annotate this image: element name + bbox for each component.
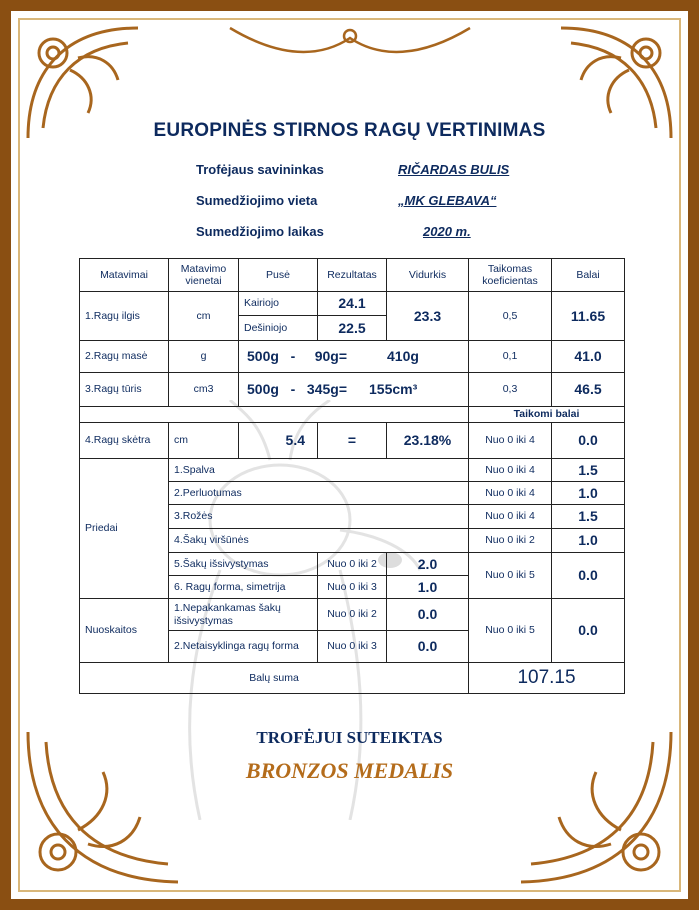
additions-sub-development-score: 2.0 xyxy=(386,552,469,576)
row-mass-calc: 500g - 90g= xyxy=(247,348,347,365)
row-spread-unit: cm xyxy=(168,422,239,459)
header-units: Matavimo vienetai xyxy=(168,258,239,292)
additions-sub-score: 0.0 xyxy=(551,552,625,599)
applied-spacer xyxy=(79,406,469,423)
header-points: Balai xyxy=(551,258,625,292)
additions-sub-development: 5.Šakų išsivystymas xyxy=(168,552,318,576)
additions-label: Priedai xyxy=(79,458,169,599)
header-result: Rezultatas xyxy=(317,258,387,292)
evaluation-table xyxy=(79,258,625,694)
additions-item-pearling-score: 1.0 xyxy=(551,481,625,505)
additions-item-color-score: 1.5 xyxy=(551,458,625,482)
row-mass-result: 410g xyxy=(387,348,419,365)
deductions-item-development-score: 0.0 xyxy=(386,598,469,631)
additions-item-coronets-score: 1.5 xyxy=(551,504,625,529)
row-length-side-left: Kairiojo xyxy=(238,291,318,316)
row-length-result-right: 22.5 xyxy=(317,315,387,341)
additions-item-tips-range: Nuo 0 iki 2 xyxy=(468,528,552,553)
row-length-average: 23.3 xyxy=(386,291,469,341)
sum-value: 107.15 xyxy=(468,662,625,694)
additions-item-tips-score: 1.0 xyxy=(551,528,625,553)
award-title: TROFĖJUI SUTEIKTAS xyxy=(256,728,443,747)
additions-item-tips: 4.Šakų viršūnės xyxy=(168,528,469,553)
row-volume-calc-cell xyxy=(238,372,469,407)
row-volume-result: 155cm³ xyxy=(369,381,418,398)
row-length-result-left: 24.1 xyxy=(317,291,387,316)
row-spread-value: 5.4 xyxy=(238,422,318,459)
additions-sub-development-range: Nuo 0 iki 2 xyxy=(317,552,387,576)
location-value: „MK GLEBAVA“ xyxy=(398,193,497,208)
row-length-side-right: Dešiniojo xyxy=(238,315,318,341)
date-label: Sumedžiojimo laikas xyxy=(196,224,324,239)
deductions-range: Nuo 0 iki 5 xyxy=(468,598,552,663)
row-mass-calc-cell xyxy=(238,340,469,373)
row-volume-score: 46.5 xyxy=(551,372,625,407)
deductions-item-development: 1.Nepakankamas šakų išsivystymas xyxy=(168,598,318,631)
row-length-unit: cm xyxy=(168,291,239,341)
deductions-item-form-range: Nuo 0 iki 3 xyxy=(317,630,387,663)
award-medal: BRONZOS MEDALIS xyxy=(245,758,454,783)
row-mass-coefficient: 0,1 xyxy=(468,340,552,373)
additions-sub-form: 6. Ragų forma, simetrija xyxy=(168,575,318,599)
additions-item-pearling-range: Nuo 0 iki 4 xyxy=(468,481,552,505)
row-spread-equals: = xyxy=(317,422,387,459)
row-spread-range: Nuo 0 iki 4 xyxy=(468,422,552,459)
header-coefficient: Taikomas koeficientas xyxy=(468,258,552,292)
additions-sub-form-score: 1.0 xyxy=(386,575,469,599)
row-mass-score: 41.0 xyxy=(551,340,625,373)
owner-label: Trofėjaus savininkas xyxy=(196,162,324,177)
owner-value: RIČARDAS BULIS xyxy=(398,162,510,177)
row-length-coefficient: 0,5 xyxy=(468,291,552,341)
row-mass-unit: g xyxy=(168,340,239,373)
sum-label: Balų suma xyxy=(79,662,469,694)
row-length-label: 1.Ragų ilgis xyxy=(79,291,169,341)
header-side: Pusė xyxy=(238,258,318,292)
additions-item-coronets: 3.Rožės xyxy=(168,504,469,529)
row-length-score: 11.65 xyxy=(551,291,625,341)
row-volume-unit: cm3 xyxy=(168,372,239,407)
location-label: Sumedžiojimo vieta xyxy=(196,193,318,208)
deductions-item-development-range: Nuo 0 iki 2 xyxy=(317,598,387,631)
additions-sub-form-range: Nuo 0 iki 3 xyxy=(317,575,387,599)
page-title: EUROPINĖS STIRNOS RAGŲ VERTINIMAS xyxy=(153,120,546,141)
additions-item-color-range: Nuo 0 iki 4 xyxy=(468,458,552,482)
applied-points-header: Taikomi balai xyxy=(468,406,625,423)
row-mass-label: 2.Ragų masė xyxy=(79,340,169,373)
row-spread-percent: 23.18% xyxy=(386,422,469,459)
additions-item-pearling: 2.Perluotumas xyxy=(168,481,469,505)
header-measurements: Matavimai xyxy=(79,258,169,292)
header-average: Vidurkis xyxy=(386,258,469,292)
row-volume-label: 3.Ragų tūris xyxy=(79,372,169,407)
row-volume-calc: 500g - 345g= xyxy=(247,381,347,398)
deductions-item-form-score: 0.0 xyxy=(386,630,469,663)
row-spread-label: 4.Ragų skėtra xyxy=(79,422,169,459)
deductions-item-form: 2.Netaisyklinga ragų forma xyxy=(168,630,318,663)
additions-sub-range: Nuo 0 iki 5 xyxy=(468,552,552,599)
deductions-score: 0.0 xyxy=(551,598,625,663)
date-value: 2020 m. xyxy=(423,224,471,239)
additions-item-color: 1.Spalva xyxy=(168,458,469,482)
row-volume-coefficient: 0,3 xyxy=(468,372,552,407)
additions-item-coronets-range: Nuo 0 iki 4 xyxy=(468,504,552,529)
deductions-label: Nuoskaitos xyxy=(79,598,169,663)
row-spread-score: 0.0 xyxy=(551,422,625,459)
